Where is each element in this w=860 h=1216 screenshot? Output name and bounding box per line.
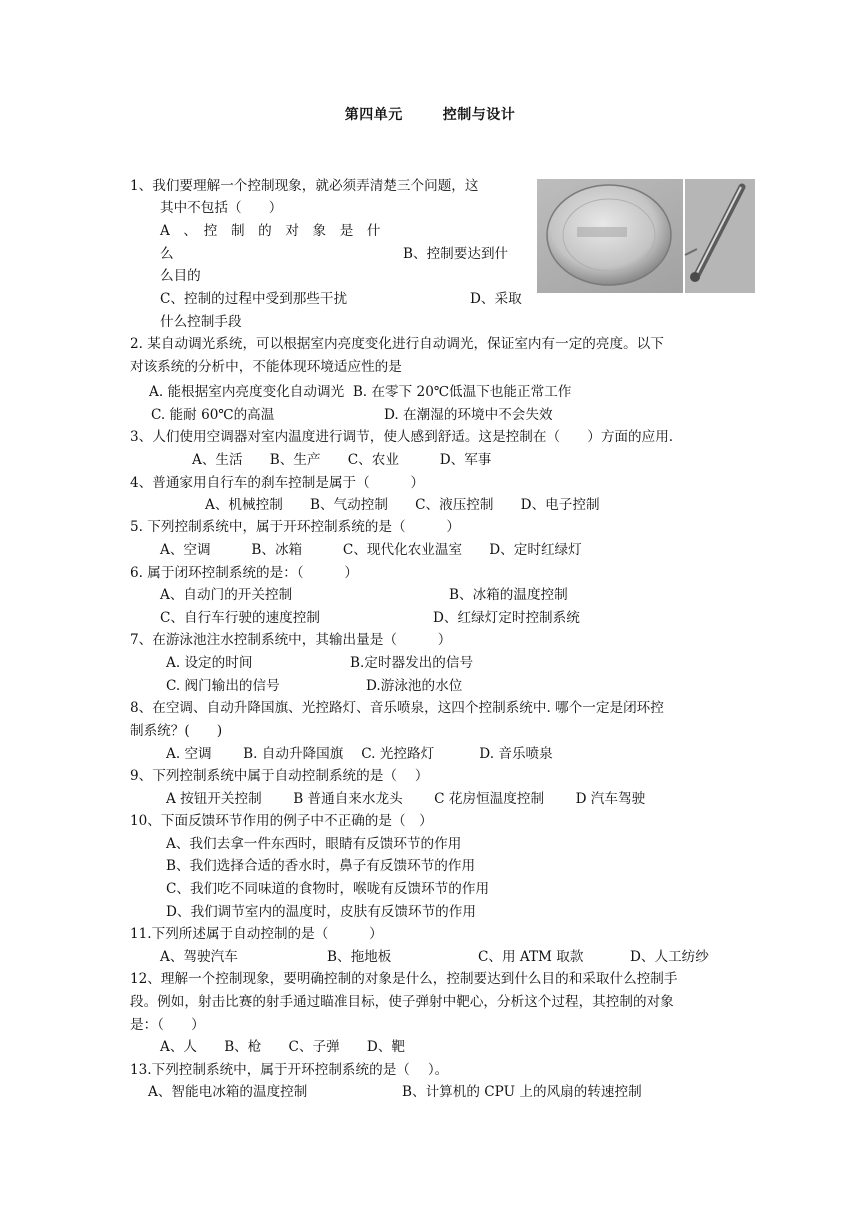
q5-options: A、空调 B、冰箱 C、现代化农业温室 D、定时红绿灯	[160, 542, 582, 558]
title-unit: 第四单元	[344, 107, 403, 123]
q11-option-c: C、用 ATM 取款	[478, 949, 584, 965]
q1-option-a: A 、 控 制 的 对 象 是 什	[160, 223, 381, 239]
q11-option-a: A、驾驶汽车	[160, 949, 238, 965]
q13-option-a: A、智能电冰箱的温度控制	[148, 1084, 308, 1100]
q1-option-a-cont: 么	[160, 246, 174, 262]
q12-stem-line2: 段。例如，射击比赛的射手通过瞄准目标，使子弹射中靶心，分析这个过程，其控制的对象	[130, 994, 674, 1010]
q6-option-c: C、自行车行驶的速度控制	[160, 610, 320, 626]
q2-options-ab: A. 能根据室内亮度变化自动调光 B. 在零下 20℃低温下也能正常工作	[149, 384, 572, 400]
q7-stem: 7、在游泳池注水控制系统中，其输出量是（ ）	[130, 632, 452, 648]
q10-stem: 10、下面反馈环节作用的例子中不正确的是（ ）	[130, 813, 433, 829]
q9-stem: 9、下列控制系统中属于自动控制系统的是（ ）	[130, 768, 429, 784]
q8-stem-line2: 制系统？( )	[130, 723, 223, 739]
q7-option-d: D.游泳池的水位	[366, 678, 463, 694]
q6-option-b: B、冰箱的温度控制	[449, 587, 568, 603]
q11-stem: 11.下列所述属于自动控制的是（ ）	[130, 926, 383, 942]
q12-stem-line1: 12、理解一个控制现象，要明确控制的对象是什么，控制要达到什么目的和采取什么控制手	[130, 971, 678, 987]
q1-option-c: C、控制的过程中受到那些干扰	[160, 291, 348, 307]
q1-option-b: B、控制要达到什	[403, 246, 509, 262]
q10-option-c: C、我们吃不同味道的食物时，喉咙有反馈环节的作用	[166, 881, 490, 897]
q2-option-c: C. 能耐 60℃的高温	[151, 407, 275, 423]
title-topic: 控制与设计	[442, 107, 516, 123]
q3-stem: 3、人们使用空调器对室内温度进行调节，使人感到舒适。这是控制在（ ）方面的应用.	[130, 429, 674, 445]
q3-options: A、生活 B、生产 C、农业 D、军事	[192, 452, 492, 468]
q8-options: A. 空调 B. 自动升降国旗 C. 光控路灯 D. 音乐喷泉	[166, 746, 553, 762]
page-title	[0, 104, 860, 127]
q7-option-c: C. 阀门输出的信号	[166, 678, 280, 694]
q1-option-d: D、采取	[470, 291, 522, 307]
q11-option-d: D、人工纺纱	[630, 949, 709, 965]
q10-option-d: D、我们调节室内的温度时，皮肤有反馈环节的作用	[166, 904, 476, 920]
q4-options: A、机械控制 B、气动控制 C、液压控制 D、电子控制	[205, 497, 600, 513]
q2-option-d: D. 在潮湿的环境中不会失效	[384, 407, 553, 423]
q1-stem-line2: 其中不包括（ ）	[160, 200, 283, 216]
q1-option-b-cont: 么目的	[160, 268, 201, 284]
q1-stem-line1: 1、我们要理解一个控制现象，就必须弄清楚三个问题，这	[130, 178, 479, 194]
q6-stem: 6. 属于闭环控制系统的是：（ ）	[130, 565, 358, 581]
control-illustration-image	[537, 179, 755, 293]
q9-options: A 按钮开关控制 B 普通自来水龙头 C 花房恒温度控制 D 汽车驾驶	[166, 791, 646, 807]
q10-option-a: A、我们去拿一件东西时，眼睛有反馈环节的作用	[166, 836, 462, 852]
q10-option-b: B、我们选择合适的香水时，鼻子有反馈环节的作用	[166, 858, 476, 874]
q1-option-d-cont: 什么控制手段	[160, 314, 242, 330]
q13-stem: 13.下列控制系统中，属于开环控制系统的是（ ）。	[130, 1062, 449, 1078]
q7-option-b: B.定时器发出的信号	[350, 655, 474, 671]
q4-stem: 4、普通家用自行车的刹车控制是属于（ ）	[130, 475, 425, 491]
q11-option-b: B、拖地板	[327, 949, 392, 965]
q2-stem-line2: 对该系统的分析中，不能体现环境适应性的是	[130, 359, 402, 375]
q8-stem-line1: 8、在空调、自动升降国旗、光控路灯、音乐喷泉，这四个控制系统中. 哪个一定是闭环控	[130, 700, 664, 716]
q5-stem: 5. 下列控制系统中，属于开环控制系统的是（ ）	[130, 519, 460, 535]
q13-option-b: B、计算机的 CPU 上的风扇的转速控制	[402, 1084, 642, 1100]
q12-stem-line3: 是：（ ）	[130, 1017, 205, 1033]
q12-options: A、人 B、枪 C、子弹 D、靶	[160, 1039, 406, 1055]
q6-option-a: A、自动门的开关控制	[160, 587, 293, 603]
q7-option-a: A. 设定的时间	[166, 655, 253, 671]
question-photo	[537, 179, 755, 293]
q6-option-d: D、红绿灯定时控制系统	[433, 610, 580, 626]
q2-stem-line1: 2. 某自动调光系统，可以根据室内亮度变化进行自动调光，保证室内有一定的亮度。以下	[130, 336, 664, 352]
